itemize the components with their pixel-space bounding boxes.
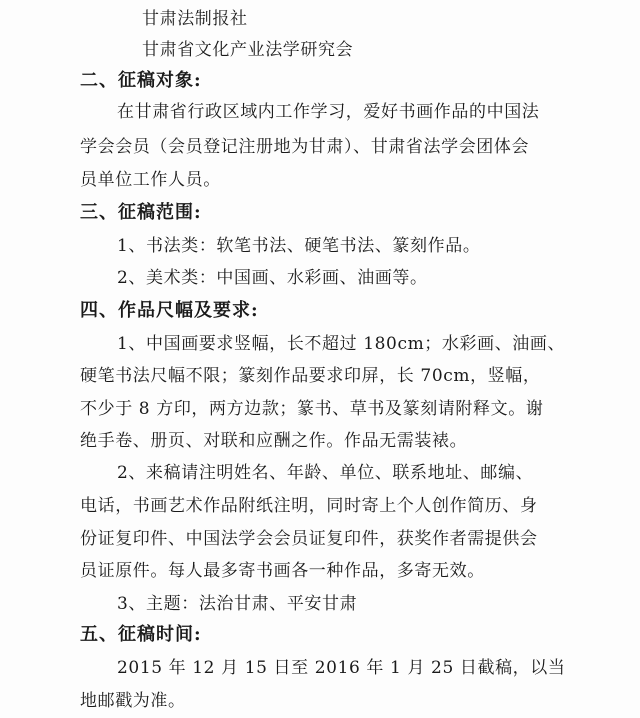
section-heading: 三、征稿范围:: [80, 202, 202, 223]
paragraph-line: 地邮戳为准。: [80, 691, 186, 711]
organizer-line: 甘肃省文化产业法学研究会: [142, 40, 354, 60]
paragraph-line: 份证复印件、中国法学会会员证复印件，获奖作者需提供会: [80, 529, 538, 549]
section-heading: 四、作品尺幅及要求:: [80, 300, 259, 321]
section-heading: 二、征稿对象:: [80, 70, 202, 91]
paragraph-line: 电话，书画艺术作品附纸注明，同时寄上个人创作简历、身: [80, 496, 538, 516]
paragraph-line: 员证原件。每人最多寄书画各一种作品，多寄无效。: [80, 561, 485, 581]
paragraph-line: 2、来稿请注明姓名、年龄、单位、联系地址、邮编、: [117, 463, 534, 483]
paragraph-line: 硬笔书法尺幅不限；篆刻作品要求印屏，长 70cm，竖幅，: [80, 366, 541, 386]
paragraph-line: 员单位工作人员。: [80, 170, 221, 190]
section-heading: 五、征稿时间:: [80, 624, 202, 645]
paragraph-line: 3、主题：法治甘肃、平安甘肃: [117, 594, 358, 614]
organizer-line: 甘肃法制报社: [142, 9, 248, 29]
paragraph-line: 1、中国画要求竖幅，长不超过 180cm；水彩画、油画、: [117, 334, 566, 354]
paragraph-line: 在甘肃省行政区域内工作学习，爱好书画作品的中国法: [117, 102, 540, 122]
paragraph-line: 绝手卷、册页、对联和应酬之作。作品无需装裱。: [80, 431, 468, 451]
paragraph-line: 1、书法类：软笔书法、硬笔书法、篆刻作品。: [117, 236, 481, 256]
paragraph-line: 2、美术类：中国画、水彩画、油画等。: [117, 268, 428, 288]
paragraph-line: 不少于 8 方印，两方边款；篆书、草书及篆刻请附释文。谢: [80, 399, 544, 419]
paragraph-line: 学会会员（会员登记注册地为甘肃）、甘肃省法学会团体会: [80, 137, 530, 157]
paragraph-line: 2015 年 12 月 15 日至 2016 年 1 月 25 日截稿，以当: [117, 658, 566, 678]
